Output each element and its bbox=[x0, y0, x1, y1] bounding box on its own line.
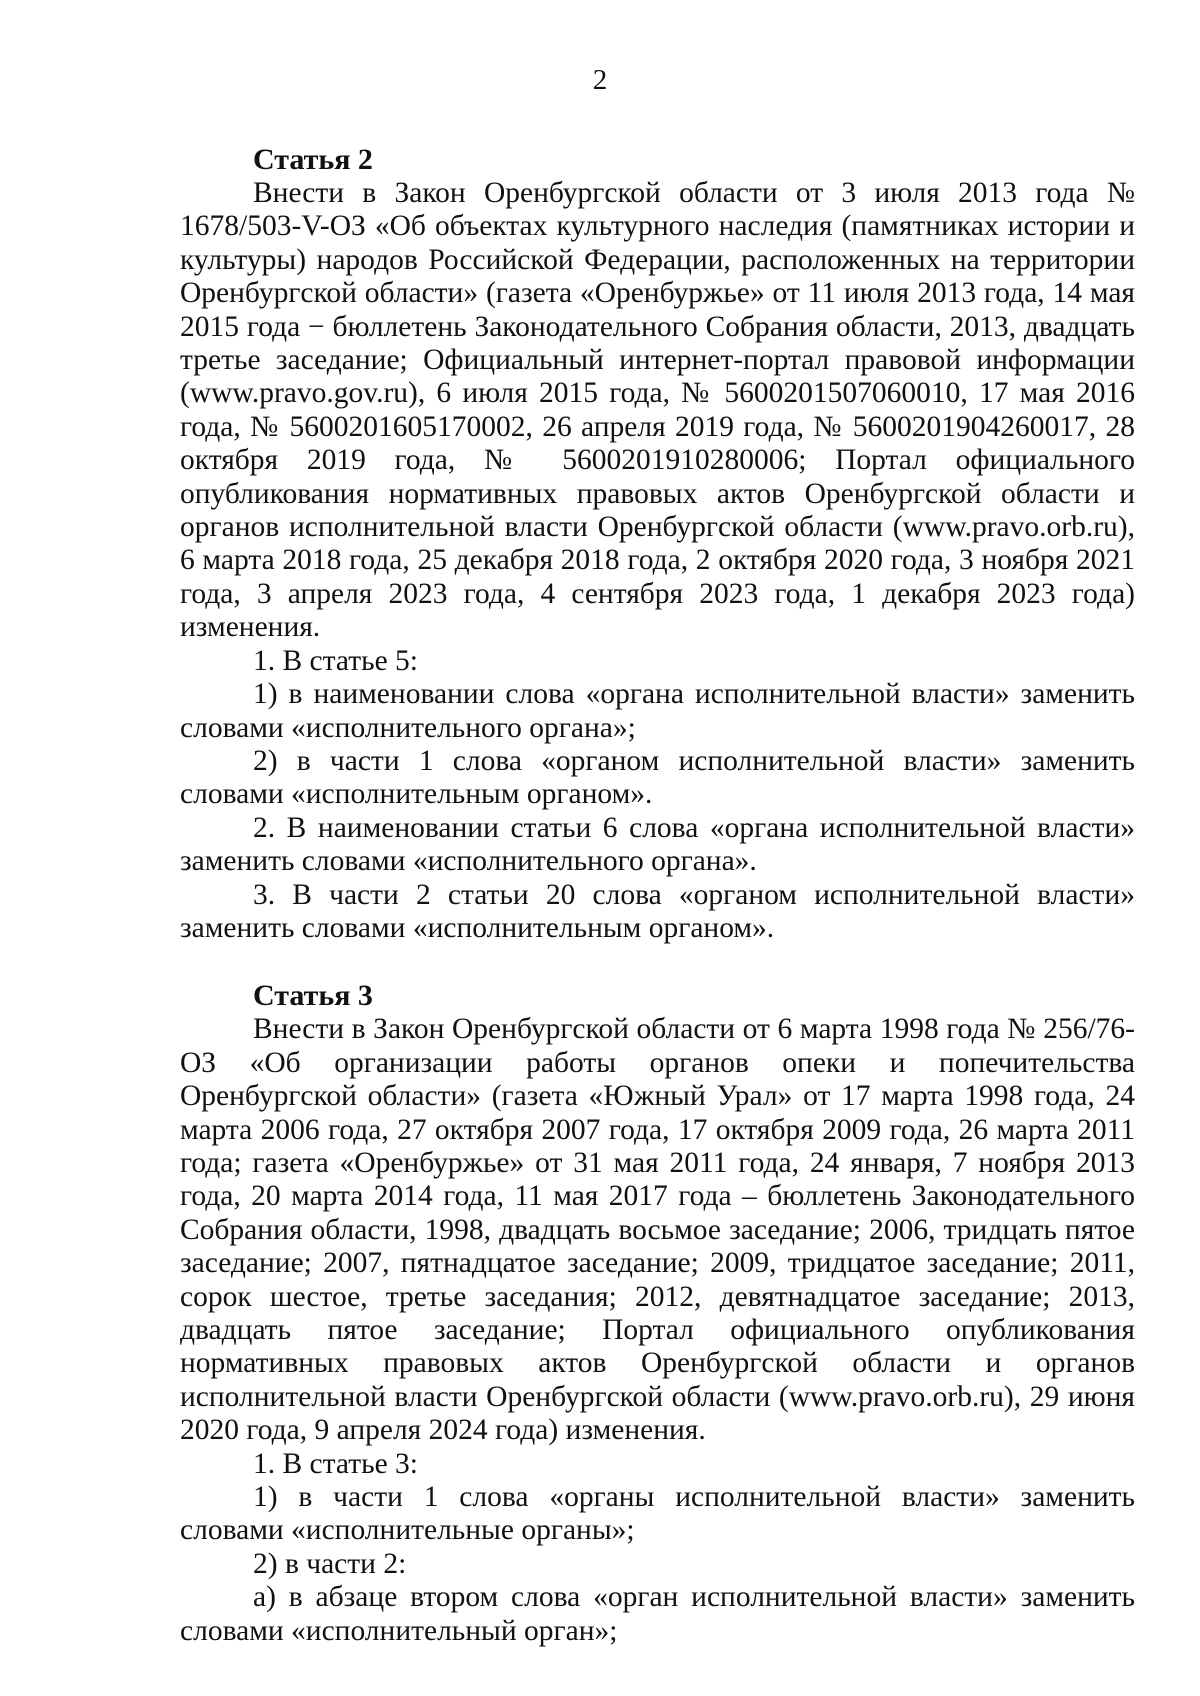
article-3 bbox=[180, 979, 1135, 1648]
article-heading: Статья 3 bbox=[253, 979, 373, 1013]
article-paragraph: 1) в части 1 слова «органы исполнительной власти» заменить словами «исполнительные органы»; bbox=[180, 1481, 1135, 1547]
article-paragraph: Внести в Закон Оренбургской области от 6 марта 1998 года № 256/76-ОЗ «Об организации работы органов опеки и попечительства Оренбургской области» (газета «Южный Урал» от 17 марта 1998 года, 24 марта 2006 года, 27 октября 2007 года, 17 октября 2009 года, 26 марта 2011 года; газета «Оренбуржье» от 31 мая 2011 года, 24 января, 7 ноября 2013 года, 20 марта 2014 года, 11 мая 2017 года – бюллетень Законодательного Собрания области, 1998, двадцать восьмое заседание; 2006, тридцать пятое заседание; 2007, пятнадцатое заседание; 2009, тридцатое заседание; 2011, сорок шестое, третье заседания; 2012, девятнадцатое заседание; 2013, двадцать пятое заседание; Портал официального опубликования нормативных правовых актов Оренбургской области и органов исполнительной власти Оренбургской области (www.pravo.orb.ru), 29 июня 2020 года, 9 апреля 2024 года) изменения. bbox=[180, 1013, 1135, 1447]
document-body bbox=[180, 143, 1135, 1648]
article-paragraph: 2) в части 2: bbox=[253, 1547, 407, 1580]
article-heading: Статья 2 bbox=[253, 143, 373, 176]
article-2 bbox=[180, 143, 1135, 945]
article-paragraph: 2) в части 1 слова «органом исполнительной власти» заменить словами «исполнительным органом». bbox=[180, 744, 1135, 811]
article-paragraph: 2. В наименовании статьи 6 слова «органа исполнительной власти» заменить словами «исполнительного органа». bbox=[180, 811, 1135, 878]
article-paragraph: Внести в Закон Оренбургской области от 3 июля 2013 года № 1678/503-V-ОЗ «Об объектах культурного наследия (памятниках истории и культуры) народов Российской Федерации, расположенных на территории Оренбургской области» (газета «Оренбуржье» от 11 июля 2013 года, 14 мая 2015 года − бюллетень Законодательного Собрания области, 2013, двадцать третье заседание; Официальный интернет-портал правовой информации (www.pravo.gov.ru), 6 июля 2015 года, № 5600201507060010, 17 мая 2016 года, № 5600201605170002, 26 апреля 2019 года, № 5600201904260017, 28 октября 2019 года, № 5600201910280006; Портал официального опубликования нормативных правовых актов Оренбургской области и органов исполнительной власти Оренбургской области (www.pravo.orb.ru), 6 марта 2018 года, 25 декабря 2018 года, 2 октября 2020 года, 3 ноября 2021 года, 3 апреля 2023 года, 4 сентября 2023 года, 1 декабря 2023 года) изменения. bbox=[180, 177, 1135, 644]
article-spacer bbox=[180, 945, 1135, 979]
page-number: 2 bbox=[592, 64, 608, 96]
article-paragraph: 3. В части 2 статьи 20 слова «органом исполнительной власти» заменить словами «исполнительным органом». bbox=[180, 878, 1135, 944]
article-paragraph: 1. В статье 3: bbox=[253, 1447, 418, 1480]
article-paragraph: а) в абзаце втором слова «орган исполнительной власти» заменить словами «исполнительный орган»; bbox=[180, 1581, 1135, 1647]
article-paragraph: 1. В статье 5: bbox=[253, 644, 418, 677]
article-paragraph: 1) в наименовании слова «органа исполнительной власти» заменить словами «исполнительного органа»; bbox=[180, 678, 1135, 744]
